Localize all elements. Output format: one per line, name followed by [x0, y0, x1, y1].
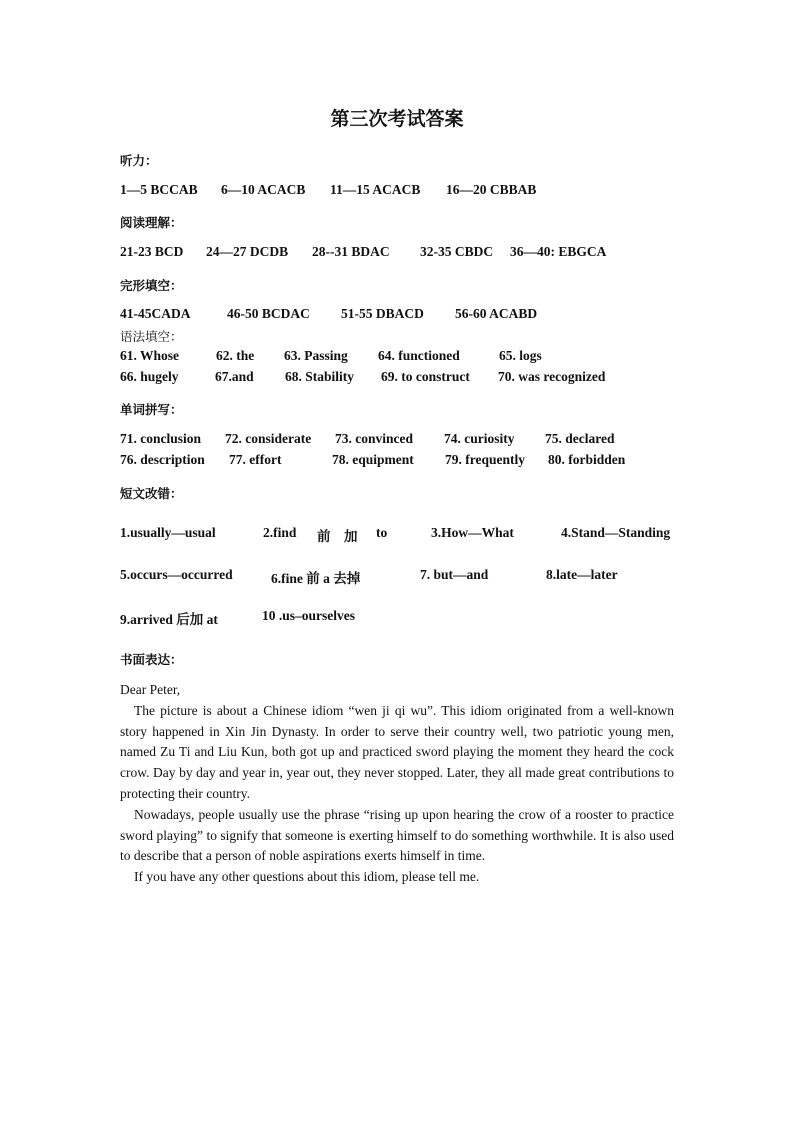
correction-item: to — [376, 525, 388, 540]
answer-item: 74. curiosity — [444, 431, 515, 446]
answer-group: 36—40: EBGCA — [510, 244, 607, 259]
essay-paragraph: If you have any other questions about this idiom, please tell me. — [134, 869, 480, 885]
answer-item: 70. was recognized — [498, 369, 606, 384]
answer-item: 68. Stability — [285, 369, 355, 384]
correction-item: 4.Stand—Standing — [561, 525, 671, 540]
grammar-heading: 语法填空： — [120, 329, 183, 344]
answer-item: 63. Passing — [284, 348, 348, 363]
answer-group: 11—15 ACACB — [330, 182, 421, 197]
answer-item: 78. equipment — [332, 452, 414, 467]
correction-item: 加 — [344, 529, 358, 544]
correction-item: 9.arrived 后加 at — [120, 612, 218, 627]
answer-item: 62. the — [216, 348, 255, 363]
correction-item: 1.usually—usual — [120, 525, 216, 540]
essay-greeting: Dear Peter, — [120, 682, 181, 697]
answer-item: 71. conclusion — [120, 431, 202, 446]
correction-item: 7. but—and — [420, 567, 489, 582]
reading-heading: 阅读理解： — [120, 215, 183, 230]
answer-group: 28--31 BDAC — [312, 244, 390, 259]
essay-paragraph: The picture is about a Chinese idiom “wen ji qi wu”. This idiom originated from a well-known story happened in Xin Jin Dynasty. In order to serve their country well, two patriotic young men, named Zu Ti and Liu Kun, both got up and practiced sword playing the moment they heard the cock crow. Day by day and year in, year out, they never stopped. Later, they all made great contributions to protecting their country. — [120, 702, 674, 801]
answer-item: 79. frequently — [445, 452, 525, 467]
answer-item: 64. functioned — [378, 348, 460, 363]
correction-item: 3.How—What — [431, 525, 514, 540]
correction-item: 5.occurs—occurred — [120, 567, 233, 582]
answer-item: 76. description — [120, 452, 205, 467]
answer-group: 21-23 BCD — [120, 244, 184, 259]
answer-item: 66. hugely — [120, 369, 179, 384]
answer-item: 65. logs — [499, 348, 542, 363]
listening-heading: 听力： — [120, 153, 158, 168]
spelling-heading: 单词拼写： — [120, 402, 183, 417]
answer-group: 24—27 DCDB — [206, 244, 289, 259]
answer-group: 1—5 BCCAB — [120, 182, 198, 197]
answer-group: 6—10 ACACB — [221, 182, 306, 197]
answer-group: 41-45CADA — [120, 306, 191, 321]
essay-body — [120, 680, 674, 888]
essay-paragraph: Nowadays, people usually use the phrase “rising up upon hearing the crow of a rooster to practice sword playing” to signify that someone is exerting himself to do something worthwhile. It is also used to describe that a person of noble aspirations exerts himself in time. — [120, 806, 674, 864]
answer-item: 80. forbidden — [548, 452, 626, 467]
answer-group: 56-60 ACABD — [455, 306, 538, 321]
correction-item: 前 — [317, 529, 331, 544]
answer-item: 73. convinced — [335, 431, 414, 446]
answer-group: 16—20 CBBAB — [446, 182, 537, 197]
correction-item: 10 .us–ourselves — [262, 608, 356, 623]
answer-item: 77. effort — [229, 452, 282, 467]
correction-item: 2.find — [263, 525, 297, 540]
answer-group: 32-35 CBDC — [420, 244, 494, 259]
answer-group: 46-50 BCDAC — [227, 306, 310, 321]
correction-item: 6.fine 前 a 去掉 — [271, 571, 361, 586]
correction-heading: 短文改错： — [120, 486, 183, 501]
answer-item: 69. to construct — [381, 369, 470, 384]
page-title: 第三次考试答案 — [330, 108, 464, 130]
cloze-heading: 完形填空： — [120, 278, 183, 293]
answer-item: 72. considerate — [225, 431, 312, 446]
correction-item: 8.late—later — [546, 567, 618, 582]
answer-group: 51-55 DBACD — [341, 306, 424, 321]
writing-heading: 书面表达： — [120, 652, 183, 667]
answer-item: 67.and — [215, 369, 254, 384]
answer-item: 61. Whose — [120, 348, 180, 363]
answer-item: 75. declared — [545, 431, 615, 446]
